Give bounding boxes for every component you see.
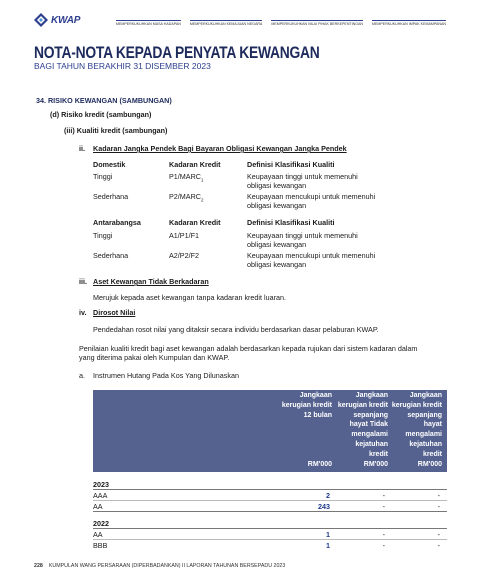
rating-label: AA [93, 502, 103, 511]
divider [93, 489, 447, 490]
rating-label: BBB [93, 541, 108, 550]
column-header: Kadaran Kredit [169, 160, 221, 169]
year-label: 2023 [93, 480, 109, 489]
nav-item[interactable]: MEMPERKUKUHKAN KEMAJUAN NEGARA [189, 22, 263, 26]
rating-definition: Keupayaan tinggi untuk memenuhi [247, 231, 358, 240]
divider [93, 528, 447, 529]
value-lifetime-not-impaired: - [382, 491, 385, 500]
rating-definition: obligasi kewangan [247, 181, 307, 190]
top-navigation [116, 20, 446, 26]
footer-text: KUMPULAN WANG PERSARAAN (DIPERBADANKAN) II LAPORAN TAHUNAN BERSEPADU 2023 [48, 563, 286, 569]
page-subtitle: BAGI TAHUN BERAKHIR 31 DISEMBER 2023 [34, 61, 211, 71]
credit-rating: A2/P2/F2 [169, 251, 199, 260]
nav-item[interactable]: MEMPERKUKUHKAN NILAI PIHAK BERKEPENTINGAN [271, 22, 364, 26]
item-number: iv. [79, 308, 87, 317]
column-header-12-month-ecl: Jangkaan kerugian kredit 12 bulan RM'000 [281, 392, 332, 468]
subsection-heading-iii: (iii) Kualiti kredit (sambungan) [64, 126, 168, 135]
credit-rating: $P2/MARC_2$ [169, 192, 204, 203]
item-number: iii. [79, 277, 87, 286]
column-header: Definisi Klasifikasi Kualiti [247, 218, 335, 227]
nav-item[interactable]: MEMPERKUKUHKAN IMPAK KEMAMPANAN [372, 22, 446, 26]
value-12-month: 243 [318, 502, 330, 511]
item-number: a. [79, 371, 85, 380]
item-body: Merujuk kepada aset kewangan tanpa kadaran kredit luaran. [93, 293, 286, 302]
item-title-short-term-rating: Kadaran Jangka Pendek Bagi Bayaran Obligasi Kewangan Jangka Pendek [93, 144, 347, 153]
year-label: 2022 [93, 519, 109, 528]
value-lifetime-impaired: - [437, 502, 440, 511]
column-header: Kadaran Kredit [169, 218, 221, 227]
rating-definition: Keupayaan tinggi untuk memenuhi [247, 172, 358, 181]
value-lifetime-not-impaired: - [382, 502, 385, 511]
rating-definition: obligasi kewangan [247, 240, 307, 249]
subsection-heading-d: (d) Risiko kredit (sambungan) [50, 110, 152, 119]
rating-category: Sederhana [93, 192, 129, 201]
rating-definition: Keupayaan mencukupi untuk memenuhi [247, 251, 376, 260]
kwap-logo-icon [34, 13, 48, 27]
credit-rating: $P1/MARC_1$ [169, 172, 204, 183]
value-lifetime-not-impaired: - [382, 530, 385, 539]
rating-definition: obligasi kewangan [247, 201, 307, 210]
brand-name: KWAP [51, 14, 81, 26]
page-footer [34, 563, 285, 569]
page-number: 228 [34, 563, 43, 569]
item-number: ii. [79, 144, 85, 153]
nav-item[interactable]: MEMPERKUKUHKAN MASA HADAPAN [116, 22, 181, 26]
paragraph-line: Penilaian kualiti kredit bagi aset kewangan adalah berdasarkan kepada rujukan dari sistem kadaran dalam [79, 344, 418, 353]
column-header-lifetime-ecl-impaired: Jangkaan kerugian kredit sepanjang hayat mengalami kejatuhan kredit RM'000 [391, 392, 442, 468]
value-lifetime-impaired: - [437, 491, 440, 500]
item-title-debt-instruments: Instrumen Hutang Pada Kos Yang Dilunaskan [93, 371, 239, 380]
section-heading: 34. RISIKO KEWANGAN (SAMBUNGAN) [36, 96, 172, 105]
rating-definition: obligasi kewangan [247, 260, 307, 269]
kwap-logo [34, 12, 94, 28]
value-12-month: 1 [326, 530, 330, 539]
column-header: Antarabangsa [93, 218, 141, 227]
paragraph-line: yang diterima pakai oleh Kumpulan dan KWAP. [79, 353, 230, 362]
value-lifetime-impaired: - [437, 530, 440, 539]
divider [93, 500, 447, 501]
value-12-month: 2 [326, 491, 330, 500]
rating-category: Tinggi [93, 172, 113, 181]
credit-rating: A1/P1/F1 [169, 231, 199, 240]
column-header: Domestik [93, 160, 126, 169]
value-lifetime-impaired: - [437, 541, 440, 550]
column-header: Definisi Klasifikasi Kualiti [247, 160, 335, 169]
page-title: NOTA-NOTA KEPADA PENYATA KEWANGAN [34, 44, 320, 62]
rating-category: Sederhana [93, 251, 129, 260]
divider [93, 511, 447, 512]
item-title-unrated-assets: Aset Kewangan Tidak Berkadaran [93, 277, 209, 286]
value-12-month: 1 [326, 541, 330, 550]
item-body: Pendedahan rosot nilai yang ditaksir secara individu berdasarkan dasar pelaburan KWAP. [93, 325, 379, 334]
divider [93, 539, 447, 540]
rating-label: AAA [93, 491, 108, 500]
item-title-impaired: Dirosot Nilai [93, 308, 136, 317]
rating-label: AA [93, 530, 103, 539]
value-lifetime-not-impaired: - [382, 541, 385, 550]
rating-definition: Keupayaan mencukupi untuk memenuhi [247, 192, 376, 201]
rating-category: Tinggi [93, 231, 113, 240]
column-header-lifetime-ecl-not-impaired: Jangkaan kerugian kredit sepanjang hayat Tidak mengalami kejatuhan kredit RM'000 [337, 392, 388, 468]
